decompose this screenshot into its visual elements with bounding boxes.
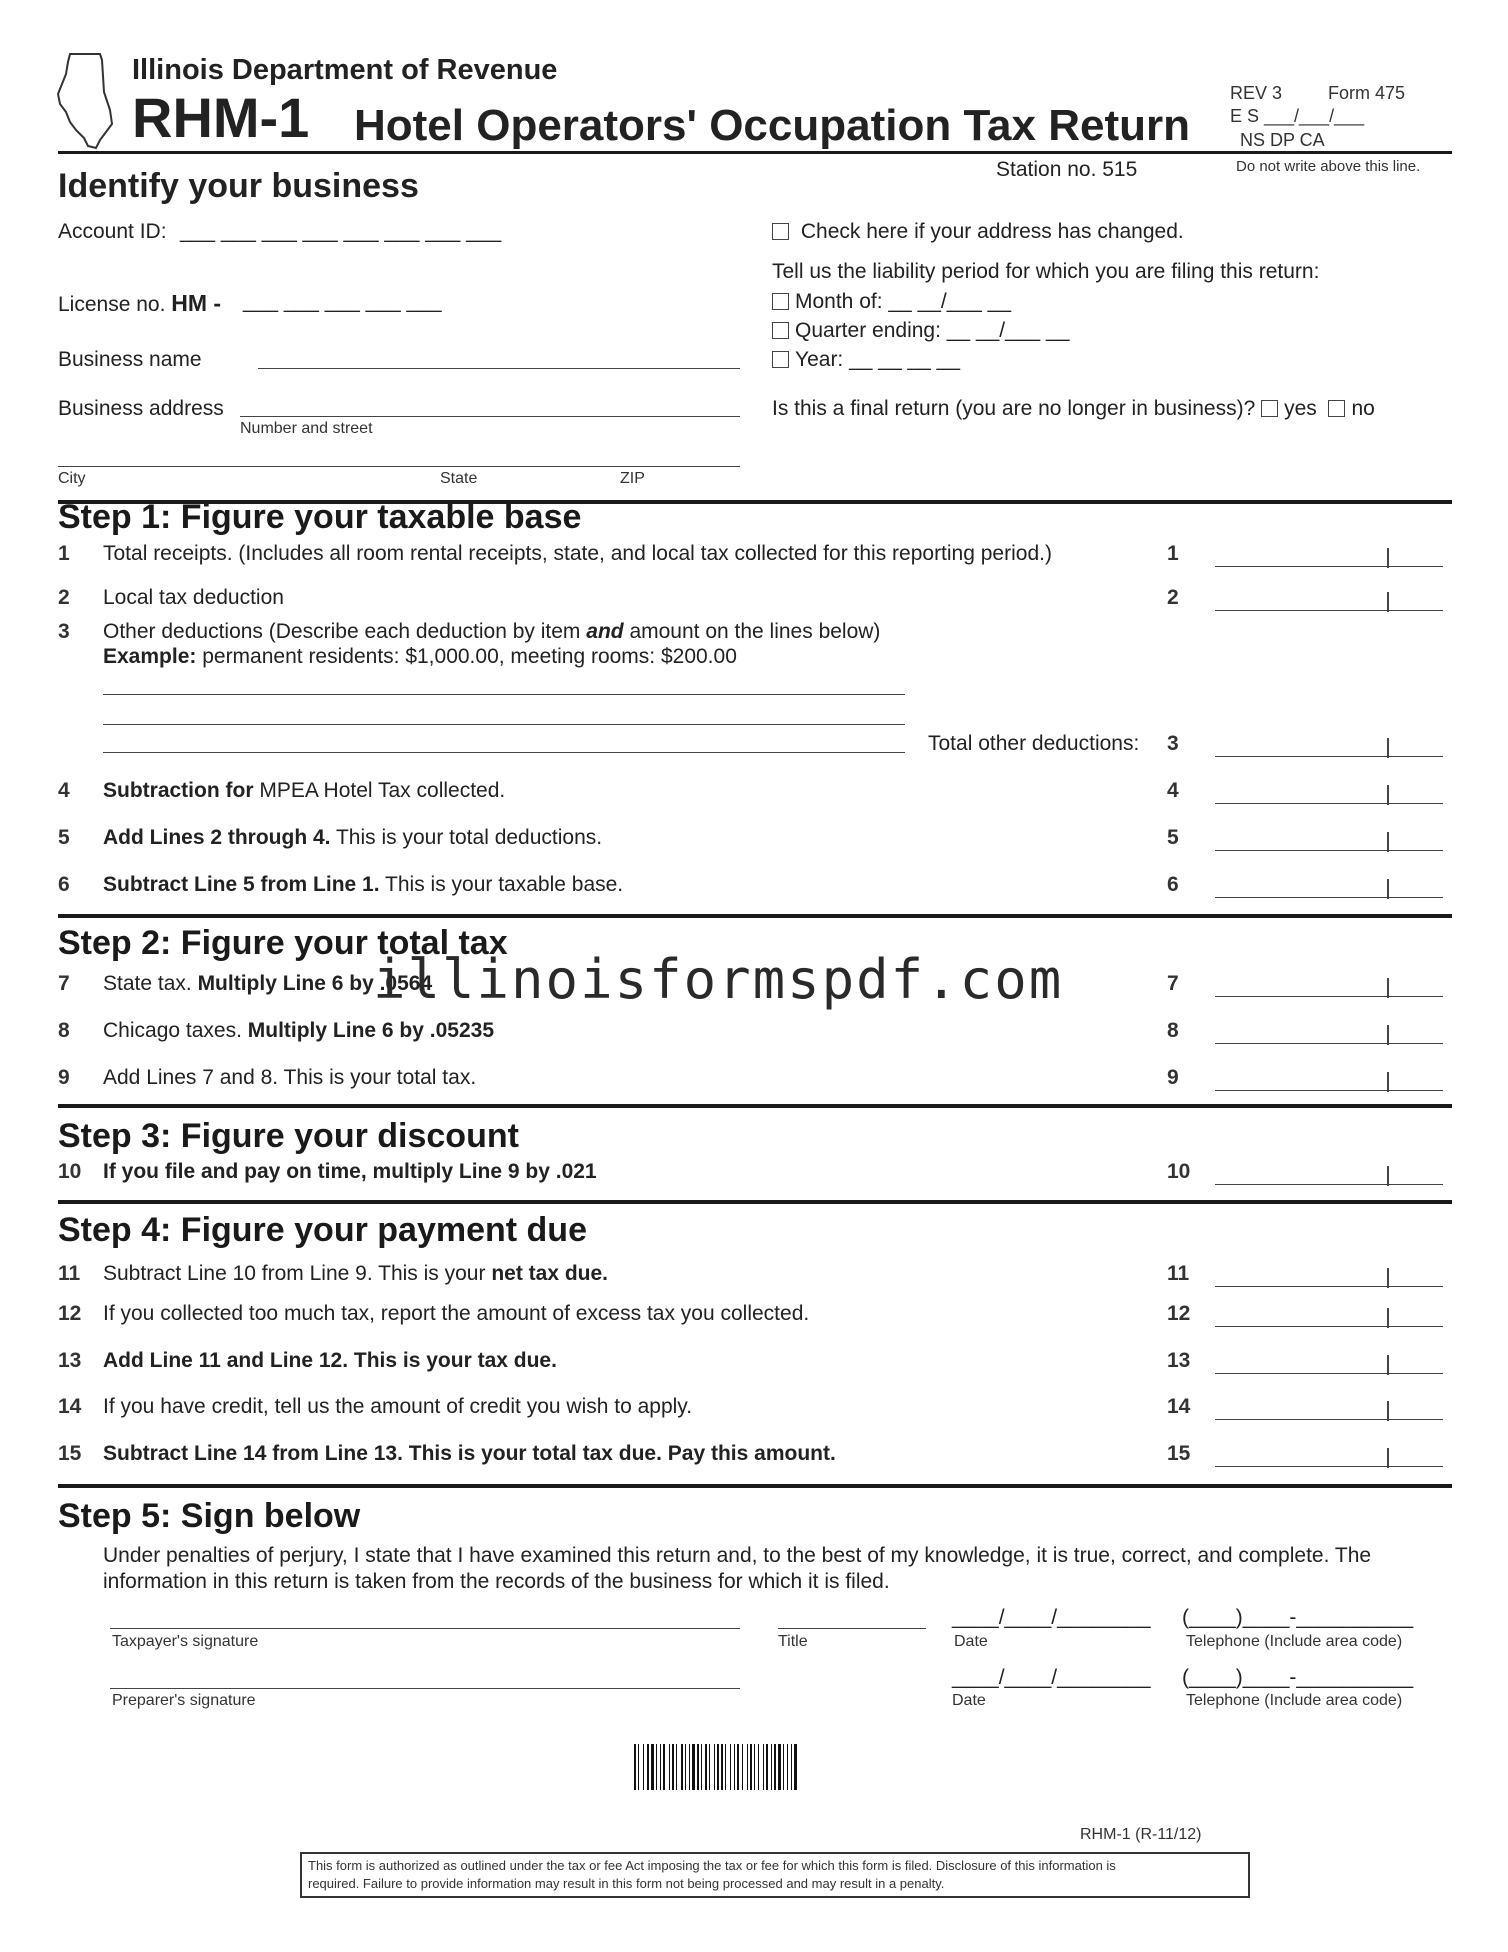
disclosure-line-1: This form is authorized as outlined under the tax or fee Act imposing the tax or fee for which this form is filed. Disclosure of this information is: [308, 1858, 1116, 1873]
line-6-number: 6: [58, 873, 70, 896]
barcode-bar: [660, 1744, 661, 1790]
barcode-bar: [766, 1744, 768, 1790]
barcode-bar: [778, 1744, 781, 1790]
line-9-amount[interactable]: [1215, 1068, 1443, 1091]
title-field[interactable]: [778, 1628, 926, 1629]
barcode-bar: [709, 1744, 710, 1790]
example-label: Example:: [103, 645, 197, 668]
cents-divider: [1387, 785, 1389, 805]
form-code: RHM-1: [132, 86, 310, 149]
taxpayer-date-caption: Date: [954, 1633, 988, 1650]
line-5-rest: This is your total deductions.: [330, 826, 603, 849]
form-number: Form 475: [1328, 83, 1406, 103]
line-5-number: 5: [58, 826, 70, 849]
line-13-text: Add Line 11 and Line 12. This is your tax due.: [103, 1349, 557, 1372]
barcode-bar: [717, 1744, 719, 1790]
barcode-bar: [794, 1744, 797, 1790]
final-return-row: [772, 397, 1375, 421]
example-text: permanent residents: $1,000.00, meeting rooms: $200.00: [196, 645, 737, 668]
line-1-number: 1: [58, 542, 70, 565]
license-label-text: License no.: [58, 293, 166, 316]
station-number: Station no. 515: [996, 158, 1138, 181]
account-id-field[interactable]: ___ ___ ___ ___ ___ ___ ___ ___: [180, 220, 502, 243]
preparer-signature-field[interactable]: [110, 1688, 740, 1689]
other-deduction-line-1[interactable]: [103, 694, 905, 695]
barcode-bar: [725, 1744, 726, 1790]
barcode-bar: [638, 1744, 639, 1790]
line-5-text: [103, 826, 602, 850]
line-3-text: [103, 620, 880, 644]
line-8-text: [103, 1019, 494, 1043]
barcode-bar: [783, 1744, 784, 1790]
barcode-bar: [747, 1744, 748, 1790]
step2-heading: Step 2: Figure your total tax: [58, 924, 508, 962]
barcode-bar: [721, 1744, 723, 1790]
cents-divider: [1387, 592, 1389, 612]
barcode-bar: [774, 1744, 776, 1790]
business-name-field[interactable]: [258, 368, 740, 369]
cents-divider: [1387, 1025, 1389, 1045]
final-yes-checkbox[interactable]: [1261, 400, 1278, 417]
line-8-number: 8: [58, 1019, 70, 1042]
line-15-amount[interactable]: [1215, 1444, 1443, 1467]
month-of-row: [772, 290, 1011, 314]
preparer-date-field[interactable]: ____/____/________: [952, 1666, 1151, 1689]
barcode-bar: [656, 1744, 657, 1790]
quarter-ending-checkbox[interactable]: [772, 322, 789, 339]
office-use-es: E S ___/___/___: [1230, 106, 1365, 126]
line-5-bold: Add Lines 2 through 4.: [103, 826, 331, 849]
line-6-ref: 6: [1167, 873, 1179, 896]
barcode-bar: [787, 1744, 788, 1790]
address-changed-checkbox[interactable]: [772, 223, 789, 240]
year-label: Year: __ __ __ __: [795, 348, 961, 371]
line-3-text-b: amount on the lines below): [623, 620, 881, 643]
barcode-icon: [634, 1744, 884, 1790]
line-3-ref: 3: [1167, 732, 1179, 755]
barcode-bar: [730, 1744, 731, 1790]
cents-divider: [1387, 1308, 1389, 1328]
watermark-text: illinoisformspdf.com: [373, 948, 1064, 1011]
line-8-text-a: Chicago taxes.: [103, 1019, 248, 1042]
barcode-bar: [672, 1744, 674, 1790]
taxpayer-date-field[interactable]: ____/____/________: [952, 1606, 1151, 1629]
business-address-field[interactable]: [240, 416, 740, 417]
line-12-text: If you collected too much tax, report the amount of excess tax you collected.: [103, 1302, 810, 1325]
barcode-bar: [771, 1744, 772, 1790]
line-11-bold: net tax due.: [491, 1262, 609, 1285]
cents-divider: [1387, 832, 1389, 852]
total-other-deductions-label: Total other deductions:: [928, 732, 1140, 755]
line-10-text: If you file and pay on time, multiply Line 9 by .021: [103, 1160, 597, 1183]
barcode-bar: [754, 1744, 755, 1790]
line-1-ref: 1: [1167, 542, 1179, 565]
license-number-field[interactable]: ___ ___ ___ ___ ___: [243, 290, 442, 313]
line-2-text: Local tax deduction: [103, 586, 284, 609]
line-15-ref: 15: [1167, 1442, 1191, 1465]
barcode-bar: [692, 1744, 695, 1790]
line-9-number: 9: [58, 1066, 70, 1089]
line-9-ref: 9: [1167, 1066, 1179, 1089]
line-4-ref: 4: [1167, 779, 1179, 802]
cents-divider: [1387, 1355, 1389, 1375]
barcode-bar: [643, 1744, 644, 1790]
cents-divider: [1387, 738, 1389, 758]
line-8-ref: 8: [1167, 1019, 1179, 1042]
office-use-ns-dp-ca: NS DP CA: [1240, 130, 1325, 150]
title-caption: Title: [778, 1633, 808, 1650]
line-9-text: Add Lines 7 and 8. This is your total tax.: [103, 1066, 477, 1089]
line-2-amount[interactable]: [1215, 588, 1443, 611]
final-no-checkbox[interactable]: [1328, 400, 1345, 417]
barcode-bar: [689, 1744, 690, 1790]
line-14-number: 14: [58, 1395, 82, 1418]
step3-heading: Step 3: Figure your discount: [58, 1117, 519, 1155]
step4-rule: [58, 1200, 1452, 1204]
step1-heading: Step 1: Figure your taxable base: [58, 498, 582, 536]
line-3-number: 3: [58, 620, 70, 643]
other-deduction-line-2[interactable]: [103, 724, 905, 725]
agency-name: Illinois Department of Revenue: [132, 54, 558, 86]
barcode-bar: [750, 1744, 752, 1790]
month-of-label: Month of: __ __/___ __: [795, 290, 1011, 313]
license-prefix: HM -: [171, 290, 222, 316]
account-id-label: Account ID:: [58, 220, 167, 243]
year-row: [772, 348, 960, 372]
final-yes-label: yes: [1284, 397, 1317, 420]
business-address-label: Business address: [58, 397, 224, 420]
line-13-ref: 13: [1167, 1349, 1191, 1372]
city-caption: City: [58, 470, 86, 487]
final-no-label: no: [1351, 397, 1375, 420]
barcode-bar: [734, 1744, 735, 1790]
step5-rule: [58, 1484, 1452, 1488]
final-return-question: Is this a final return (you are no longer in business)?: [772, 397, 1256, 420]
barcode-bar: [676, 1744, 677, 1790]
line-4-text: [103, 779, 505, 803]
line-2-number: 2: [58, 586, 70, 609]
cents-divider: [1387, 1166, 1389, 1186]
quarter-ending-row: [772, 319, 1069, 343]
quarter-ending-label: Quarter ending: __ __/___ __: [795, 319, 1070, 342]
month-of-checkbox[interactable]: [772, 293, 789, 310]
step2-rule: [58, 914, 1452, 918]
barcode-bar: [685, 1744, 686, 1790]
taxpayer-signature-caption: Taxpayer's signature: [112, 1633, 259, 1650]
number-street-caption: Number and street: [240, 420, 373, 437]
liability-prompt: Tell us the liability period for which you are filing this return:: [772, 260, 1320, 283]
line-3-and: and: [586, 620, 624, 643]
disclosure-line-2: required. Failure to provide information may result in this form not being processed and may result in a penalty.: [308, 1876, 945, 1891]
line-3-example: [103, 645, 737, 669]
preparer-telephone-field[interactable]: (____)____-__________: [1182, 1666, 1414, 1689]
line-7-amount[interactable]: [1215, 974, 1443, 997]
cents-divider: [1387, 548, 1389, 568]
line-2-ref: 2: [1167, 586, 1179, 609]
line-4-amount[interactable]: [1215, 781, 1443, 804]
barcode-bar: [697, 1744, 699, 1790]
barcode-bar: [701, 1744, 702, 1790]
line-4-bold: Subtraction for: [103, 779, 254, 802]
barcode-bar: [647, 1744, 649, 1790]
barcode-bar: [705, 1744, 707, 1790]
cents-divider: [1387, 1072, 1389, 1092]
line-15-number: 15: [58, 1442, 82, 1465]
line-8-bold: Multiply Line 6 by .05235: [247, 1019, 494, 1042]
do-not-write-note: Do not write above this line.: [1236, 158, 1421, 175]
barcode-bar: [791, 1744, 792, 1790]
line-14-text: If you have credit, tell us the amount of credit you wish to apply.: [103, 1395, 693, 1418]
cents-divider: [1387, 1448, 1389, 1468]
cents-divider: [1387, 879, 1389, 899]
zip-caption: ZIP: [620, 470, 645, 487]
cents-divider: [1387, 1268, 1389, 1288]
cents-divider: [1387, 978, 1389, 998]
line-7-text-a: State tax.: [103, 972, 198, 995]
rev-label: REV 3: [1230, 83, 1283, 103]
line-7-bold: Multiply Line 6 by .0564: [197, 972, 433, 995]
line-11-ref: 11: [1167, 1262, 1190, 1285]
line-11-text-a: Subtract Line 10 from Line 9. This is your: [103, 1262, 492, 1285]
line-3-amount[interactable]: [1215, 734, 1443, 757]
preparer-date-caption: Date: [952, 1692, 986, 1709]
line-1-text: Total receipts. (Includes all room rental receipts, state, and local tax collected for this reporting period.): [103, 542, 1052, 565]
state-caption: State: [440, 470, 478, 487]
line-4-rest: MPEA Hotel Tax collected.: [253, 779, 506, 802]
license-label: [58, 290, 221, 317]
step4-heading: Step 4: Figure your payment due: [58, 1211, 587, 1249]
preparer-telephone-caption: Telephone (Include area code): [1186, 1692, 1403, 1709]
line-7-ref: 7: [1167, 972, 1179, 995]
barcode-bar: [758, 1744, 759, 1790]
barcode-bar: [669, 1744, 670, 1790]
step5-heading: Step 5: Sign below: [58, 1497, 361, 1535]
address-changed-label: Check here if your address has changed.: [800, 220, 1184, 243]
taxpayer-telephone-caption: Telephone (Include area code): [1186, 1633, 1403, 1650]
line-12-amount[interactable]: [1215, 1304, 1443, 1327]
business-name-label: Business name: [58, 348, 202, 371]
line-6-text: [103, 873, 623, 897]
header-rule: [58, 151, 1452, 154]
line-8-amount[interactable]: [1215, 1021, 1443, 1044]
line-5-amount[interactable]: [1215, 828, 1443, 851]
other-deduction-line-3[interactable]: [103, 752, 905, 753]
line-14-amount[interactable]: [1215, 1397, 1443, 1420]
line-7-number: 7: [58, 972, 70, 995]
barcode-bar: [681, 1744, 683, 1790]
line-6-rest: This is your taxable base.: [379, 873, 624, 896]
line-1-amount[interactable]: [1215, 544, 1443, 567]
barcode-bar: [663, 1744, 665, 1790]
line-15-text: Subtract Line 14 from Line 13. This is your total tax due. Pay this amount.: [103, 1442, 836, 1465]
illinois-state-outline-icon: [56, 52, 120, 150]
line-10-amount[interactable]: [1215, 1162, 1443, 1185]
year-checkbox[interactable]: [772, 351, 789, 368]
line-11-amount[interactable]: [1215, 1264, 1443, 1287]
city-state-zip-field[interactable]: [58, 466, 740, 467]
perjury-line-2: information in this return is taken from the records of the business for which it is filed.: [103, 1570, 890, 1593]
address-changed-row: [772, 220, 1184, 244]
line-13-number: 13: [58, 1349, 82, 1372]
line-6-bold: Subtract Line 5 from Line 1.: [103, 873, 380, 896]
identify-heading: Identify your business: [58, 167, 419, 205]
line-11-number: 11: [58, 1262, 81, 1285]
cents-divider: [1387, 1401, 1389, 1421]
line-6-amount[interactable]: [1215, 875, 1443, 898]
form-title: Hotel Operators' Occupation Tax Return: [354, 101, 1190, 150]
step3-rule: [58, 1104, 1452, 1108]
disclosure-notice: [300, 1852, 1250, 1898]
line-14-ref: 14: [1167, 1395, 1191, 1418]
barcode-bar: [651, 1744, 654, 1790]
line-4-number: 4: [58, 779, 70, 802]
line-11-text: [103, 1262, 608, 1286]
barcode-bar: [634, 1744, 636, 1790]
barcode-bar: [714, 1744, 715, 1790]
barcode-bar: [742, 1744, 743, 1790]
taxpayer-telephone-field[interactable]: (____)____-__________: [1182, 1606, 1414, 1629]
perjury-line-1: Under penalties of perjury, I state that I have examined this return and, to the best of my knowledge, it is true, correct, and complete. The: [103, 1544, 1372, 1567]
form-revision: RHM-1 (R-11/12): [1080, 1826, 1202, 1843]
line-13-amount[interactable]: [1215, 1351, 1443, 1374]
taxpayer-signature-field[interactable]: [110, 1628, 740, 1629]
barcode-bar: [737, 1744, 739, 1790]
line-3-text-a: Other deductions (Describe each deduction by item: [103, 620, 587, 643]
line-10-number: 10: [58, 1160, 82, 1183]
preparer-signature-caption: Preparer's signature: [112, 1692, 256, 1709]
line-5-ref: 5: [1167, 826, 1179, 849]
line-12-ref: 12: [1167, 1302, 1191, 1325]
line-10-ref: 10: [1167, 1160, 1191, 1183]
line-12-number: 12: [58, 1302, 82, 1325]
barcode-bar: [763, 1744, 764, 1790]
